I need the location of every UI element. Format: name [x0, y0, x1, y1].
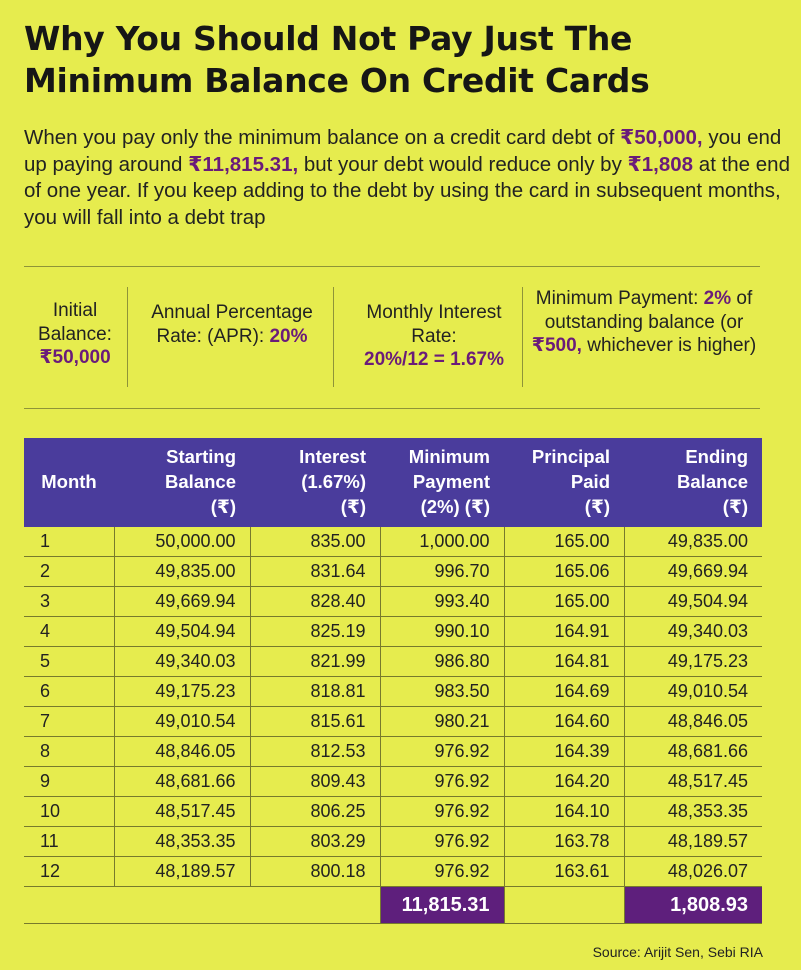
cell-month: 1: [24, 527, 114, 557]
cell-principal-paid: 165.00: [504, 587, 624, 617]
cell-interest: 835.00: [250, 527, 380, 557]
cell-month: 4: [24, 617, 114, 647]
cell-ending-balance: 49,340.03: [624, 617, 762, 647]
cell-interest: 809.43: [250, 767, 380, 797]
cell-starting-balance: 48,353.35: [114, 827, 250, 857]
column-header-interest: Interest (1.67%) (₹): [250, 438, 380, 527]
cell-month: 2: [24, 557, 114, 587]
cell-principal-paid: 163.78: [504, 827, 624, 857]
cell-ending-balance: 48,517.45: [624, 767, 762, 797]
cell-month: 6: [24, 677, 114, 707]
cell-interest: 821.99: [250, 647, 380, 677]
cell-interest: 806.25: [250, 797, 380, 827]
cell-month: 7: [24, 707, 114, 737]
table-row: [24, 737, 762, 767]
table-row: [24, 857, 762, 887]
page-title: Why You Should Not Pay Just The Minimum Balance On Credit Cards: [24, 19, 650, 100]
total-empty-cell: [114, 887, 250, 924]
intro-paragraph: [24, 125, 794, 231]
intro-text-4: at the end of one year. If you keep adding to the debt by using the card in subsequent months, you will fall into a debt trap: [24, 152, 790, 229]
cell-starting-balance: 49,340.03: [114, 647, 250, 677]
cell-ending-balance: 49,010.54: [624, 677, 762, 707]
column-header-principal-paid: Principal Paid (₹): [504, 438, 624, 527]
cell-minimum-payment: 990.10: [380, 617, 504, 647]
cell-starting-balance: 48,189.57: [114, 857, 250, 887]
cell-ending-balance: 48,189.57: [624, 827, 762, 857]
cell-month: 9: [24, 767, 114, 797]
column-header-minimum-payment: Minimum Payment (2%) (₹): [380, 438, 504, 527]
table-row: [24, 767, 762, 797]
cell-minimum-payment: 996.70: [380, 557, 504, 587]
cell-starting-balance: 49,504.94: [114, 617, 250, 647]
cell-ending-balance: 48,846.05: [624, 707, 762, 737]
cell-minimum-payment: 976.92: [380, 797, 504, 827]
cell-principal-paid: 165.00: [504, 527, 624, 557]
cell-principal-paid: 164.69: [504, 677, 624, 707]
cell-principal-paid: 164.20: [504, 767, 624, 797]
cell-principal-paid: 164.39: [504, 737, 624, 767]
cell-principal-paid: 165.06: [504, 557, 624, 587]
cell-starting-balance: 49,175.23: [114, 677, 250, 707]
param-separator: [333, 287, 334, 387]
cell-month: 12: [24, 857, 114, 887]
cell-starting-balance: 49,010.54: [114, 707, 250, 737]
cell-minimum-payment: 980.21: [380, 707, 504, 737]
divider-middle: [24, 408, 760, 409]
total-empty-cell: [504, 887, 624, 924]
param-initial-balance: [24, 299, 126, 399]
column-header-month: Month: [24, 438, 114, 527]
column-header-ending-balance: Ending Balance (₹): [624, 438, 762, 527]
param-minpay-value-2: ₹500,: [531, 335, 582, 356]
cell-principal-paid: 163.61: [504, 857, 624, 887]
param-separator: [127, 287, 128, 387]
cell-interest: 831.64: [250, 557, 380, 587]
cell-starting-balance: 49,669.94: [114, 587, 250, 617]
cell-interest: 815.61: [250, 707, 380, 737]
cell-minimum-payment: 993.40: [380, 587, 504, 617]
cell-ending-balance: 49,835.00: [624, 527, 762, 557]
cell-interest: 825.19: [250, 617, 380, 647]
table-total-row: [24, 887, 762, 924]
param-minpay-label-3: whichever is higher): [587, 335, 757, 356]
cell-ending-balance: 48,681.66: [624, 737, 762, 767]
payment-schedule-table: [24, 438, 762, 924]
param-minpay-label-2: of outstanding balance (or: [544, 288, 753, 333]
cell-interest: 818.81: [250, 677, 380, 707]
intro-highlight-paid: ₹11,815.31,: [188, 152, 299, 176]
cell-ending-balance: 49,669.94: [624, 557, 762, 587]
source-credit: Source: Arijit Sen, Sebi RIA: [592, 944, 763, 960]
cell-minimum-payment: 976.92: [380, 857, 504, 887]
table-row: [24, 797, 762, 827]
cell-starting-balance: 50,000.00: [114, 527, 250, 557]
param-minpay-label-1: Minimum Payment:: [535, 288, 699, 309]
cell-minimum-payment: 983.50: [380, 677, 504, 707]
param-separator: [522, 287, 523, 387]
cell-month: 3: [24, 587, 114, 617]
table-row: [24, 527, 762, 557]
cell-starting-balance: 49,835.00: [114, 557, 250, 587]
divider-top: [24, 266, 760, 267]
intro-text-2: you end up paying around: [24, 126, 782, 176]
param-apr-label: Annual Percentage Rate: (APR):: [151, 302, 313, 347]
cell-minimum-payment: 976.92: [380, 827, 504, 857]
cell-ending-balance: 48,353.35: [624, 797, 762, 827]
intro-text-3: but your debt would reduce only by: [298, 152, 628, 176]
cell-principal-paid: 164.91: [504, 617, 624, 647]
cell-principal-paid: 164.10: [504, 797, 624, 827]
cell-ending-balance: 49,175.23: [624, 647, 762, 677]
cell-interest: 803.29: [250, 827, 380, 857]
cell-minimum-payment: 986.80: [380, 647, 504, 677]
cell-starting-balance: 48,517.45: [114, 797, 250, 827]
cell-minimum-payment: 1,000.00: [380, 527, 504, 557]
cell-interest: 800.18: [250, 857, 380, 887]
table-row: [24, 677, 762, 707]
cell-starting-balance: 48,681.66: [114, 767, 250, 797]
cell-month: 8: [24, 737, 114, 767]
cell-month: 10: [24, 797, 114, 827]
table-header-row: [24, 438, 762, 527]
table-row: [24, 707, 762, 737]
table-row: [24, 557, 762, 587]
total-empty-cell: [24, 887, 114, 924]
cell-month: 11: [24, 827, 114, 857]
cell-starting-balance: 48,846.05: [114, 737, 250, 767]
total-empty-cell: [250, 887, 380, 924]
total-ending-balance: 1,808.93: [624, 887, 762, 924]
intro-highlight-reduction: ₹1,808: [627, 152, 694, 176]
param-apr: [134, 301, 330, 401]
param-initial-value: ₹50,000: [39, 347, 111, 368]
table-row: [24, 587, 762, 617]
table-body: [24, 527, 762, 887]
param-monthly-rate: [342, 301, 526, 401]
table-row: [24, 827, 762, 857]
cell-ending-balance: 48,026.07: [624, 857, 762, 887]
param-monthly-label: Monthly Interest Rate:: [366, 302, 502, 347]
column-header-starting-balance: Starting Balance (₹): [114, 438, 250, 527]
intro-text-1: When you pay only the minimum balance on a credit card debt of: [24, 126, 620, 149]
intro-highlight-debt: ₹50,000,: [619, 126, 703, 149]
cell-interest: 828.40: [250, 587, 380, 617]
param-minimum-payment: [529, 287, 759, 387]
cell-principal-paid: 164.60: [504, 707, 624, 737]
cell-ending-balance: 49,504.94: [624, 587, 762, 617]
table-row: [24, 617, 762, 647]
param-initial-label: Initial Balance:: [38, 300, 112, 345]
cell-interest: 812.53: [250, 737, 380, 767]
cell-minimum-payment: 976.92: [380, 767, 504, 797]
cell-month: 5: [24, 647, 114, 677]
cell-minimum-payment: 976.92: [380, 737, 504, 767]
param-minpay-value-1: 2%: [703, 288, 732, 309]
table-row: [24, 647, 762, 677]
parameters-strip: [24, 287, 760, 387]
total-minimum-payment: 11,815.31: [380, 887, 504, 924]
param-monthly-value: 20%/12 = 1.67%: [364, 349, 504, 370]
param-apr-value: 20%: [269, 325, 308, 347]
cell-principal-paid: 164.81: [504, 647, 624, 677]
